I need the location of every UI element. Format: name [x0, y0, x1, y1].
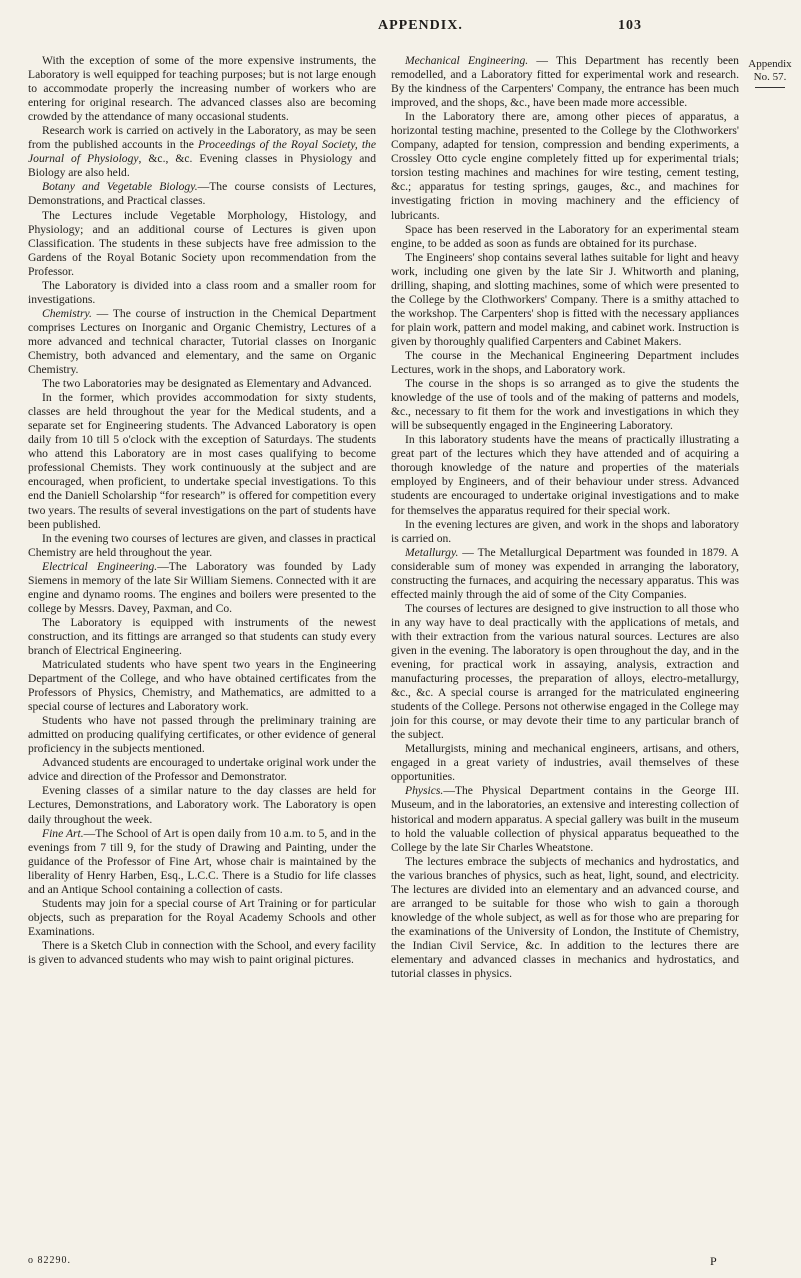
running-head — [0, 16, 801, 36]
paragraph — [28, 54, 376, 124]
paragraph — [28, 391, 376, 531]
paragraph-text: In this laboratory students have the means of practically illustrating a great part of the lectures which they have attended and of acquiring a thorough knowledge of the nature and properties of the materials employed by Engineers, and of their behaviour under stress. Advanced students are encouraged to undertake original investigations and to make for themselves the apparatus required for their special work. — [391, 433, 739, 517]
paragraph-text: — The Metallurgical Department was founded in 1879. A considerable sum of money was expended in arranging the laboratory, constructing the furnaces, and acquiring the necessary apparatus. This was effected mainly through the aid of some of the City Companies. — [391, 545, 739, 601]
paragraph — [28, 532, 376, 560]
paragraph — [28, 279, 376, 307]
paragraph-text: There is a Sketch Club in connection with the School, and every facility is given to advanced students who may wish to paint original pictures. — [28, 938, 376, 966]
paragraph-text: In the Laboratory there are, among other pieces of apparatus, a horizontal testing machine, presented to the College by the Clothworkers' Company, adapted for tension, compression and bending experiments, a Crossley Otto cycle engine completely fitted up for experimental trials; torsion testing machines and machines for wire testing, cement testing, &c.; apparatus for testing springs, gauges, &c., and machines for investigating friction in moving machinery and the efficiency of lubricants. — [391, 110, 739, 222]
cited-journals: Proceedings of the Royal Society, the Journal of Physiology — [28, 138, 376, 166]
paragraph-text: Students may join for a special course of Art Training or for particular objects, such as preparation for the Royal Academy Schools and other Examinations. — [28, 896, 376, 938]
paragraph — [28, 180, 376, 208]
paragraph-text: The Lectures include Vegetable Morphology, Histology, and Physiology; and an additional course of Lectures is given upon Classification. The students in these subjects have free admission to the Gardens of the Royal Botanic Society upon recommendation from the Professor. — [28, 208, 376, 278]
paragraph-text: The Engineers' shop contains several lathes suitable for light and heavy work, including one given by the late Sir J. Whitworth and planing, drilling, shaping, and slotting machines, some of which were presented to the College by the Clothworkers' Company. There is a smithy attached to the workshop. The Carpenters' shop is fitted with the necessary appliances for plain work, pattern and model making, and cabinet work. Instruction is given by thoroughly qualified Carpenters and Cabinet Makers. — [391, 250, 739, 348]
margin-note-line: Appendix — [748, 58, 792, 70]
paragraph-text: Matriculated students who have spent two years in the Engineering Department of the College, and who have obtained certificates from the Professors of Physics, Chemistry, and Mathematics, are admitted to a special course of lectures and Laboratory work. — [28, 658, 376, 714]
section-heading: Chemistry. — [42, 306, 92, 320]
section-heading: Fine Art. — [42, 826, 84, 840]
paragraph — [391, 110, 739, 222]
paragraph-text: — The course of instruction in the Chemical Department comprises Lectures on Inorganic and Organic Chemistry, Lectures of a more advanced and technical character, Tutorial classes on Inorganic Chemistry, both advanced and elementary, and the same on Organic Chemistry. — [28, 306, 376, 377]
paragraph — [391, 742, 739, 784]
paragraph — [391, 784, 739, 854]
printer-signature: o 82290. — [28, 1255, 71, 1266]
paragraph-text: In the evening two courses of lectures are given, and classes in practical Chemistry are held throughout the year. — [28, 531, 376, 559]
paragraph-text: —The course consists of Lectures, Demonstrations, and Practical classes. — [28, 180, 377, 208]
paragraph-text: The courses of lectures are designed to give instruction to all those who in any way have to deal practically with the applications of metals, and with their extraction from the various natural sources. Lectures are also given in the evening. The laboratory is open throughout the day, and in the evening, for practical work in assaying, analysis, extraction and manufacturing processes, the preparation of alloys, electro-metallurgy, &c., &c. A special course is arranged for the matriculated engineering students of the College. Persons not otherwise engaged in the College may join for this course, or may devote their time to any particular branch of the subject. — [391, 601, 739, 742]
paragraph — [391, 602, 739, 742]
paragraph — [28, 784, 376, 826]
paragraph — [28, 939, 376, 967]
paragraph — [28, 827, 376, 897]
paragraph — [28, 658, 376, 714]
paragraph — [391, 377, 739, 433]
paragraph-text: Evening classes of a similar nature to the day classes are held for Lectures, Demonstrations, and Laboratory work. The Laboratory is open daily throughout the week. — [28, 784, 376, 826]
margin-note-line: No. 57. — [753, 71, 787, 83]
section-heading: Electrical Engineering. — [42, 559, 158, 573]
paragraph — [28, 897, 376, 939]
paragraph — [28, 616, 376, 658]
paragraph-text: — This Department has recently been remodelled, and a Laboratory fitted for experimental work and research. By the kindness of the Carpenters' Company, the entrance has been much improved, and the shops, &c., have been made more accessible. — [391, 54, 739, 110]
paragraph — [391, 251, 739, 349]
section-heading: Mechanical Engineering. — [405, 54, 529, 67]
paragraph — [391, 518, 739, 546]
paragraph — [391, 433, 739, 517]
paragraph-text: With the exception of some of the more expensive instruments, the Laboratory is well equipped for teaching purposes; but is not large enough to accommodate properly the increasing number of workers who are entering for original research. The advanced classes also are becoming crowded by the attendance of many occasional students. — [28, 54, 376, 124]
section-heading: Metallurgy. — [405, 545, 459, 559]
paragraph — [28, 307, 376, 377]
right-column — [391, 54, 739, 981]
paragraph — [28, 209, 376, 279]
margin-rule — [755, 87, 785, 88]
paragraph-text: The course in the shops is so arranged as to give the students the knowledge of the use of tools and of the making of patterns and models, &c., necessary to fit them for the work and investigations in which they will be subsequently engaged in the Engineering Laboratory. — [391, 377, 739, 433]
paragraph-text: The Laboratory is equipped with instruments of the newest construction, and its fittings are arranged so that students can study every branch of Electrical Engineering. — [28, 615, 376, 657]
paragraph-text: Advanced students are encouraged to undertake original work under the advice and direction of the Professor and Demonstrator. — [28, 756, 376, 784]
signature-letter: P — [710, 1254, 717, 1268]
paragraph-text: The two Laboratories may be designated as Elementary and Advanced. — [42, 377, 372, 391]
paragraph — [28, 756, 376, 784]
paragraph — [391, 349, 739, 377]
paragraph-text: Students who have not passed through the preliminary training are admitted on producing qualifying certificates, or other evidence of general proficiency in the subjects mentioned. — [28, 714, 376, 756]
paragraph-text: , &c., &c. Evening classes in Physiology and Biology are also held. — [28, 152, 377, 180]
running-title: APPENDIX. — [378, 18, 463, 33]
paragraph-text: —The Physical Department contains in the George III. Museum, and in the laboratories, an extensive and interesting collection of historical and modern apparatus. A special gallery was built in the museum to hold the valuable collection of physical apparatus bequeathed to the College by the late Sir Charles Wheatstone. — [391, 784, 739, 854]
section-heading: Physics. — [405, 784, 444, 798]
paragraph — [28, 560, 376, 616]
left-column — [28, 54, 376, 967]
paragraph — [28, 377, 376, 391]
paragraph-text: —The Laboratory was founded by Lady Siemens in memory of the late Sir William Siemens. Connected with it are engine and dynamo rooms. The engines and boilers were presented to the college by Messrs. Davey, Paxman, and Co. — [28, 559, 376, 615]
paragraph — [391, 855, 739, 981]
paragraph — [391, 54, 739, 110]
paragraph-text: —The School of Art is open daily from 10 a.m. to 5, and in the evenings from 7 till 9, for the study of Drawing and Painting, under the guidance of the Professor of Fine Art, whose chair is maintained by the liberality of Henry Harben, Esq., L.C.C. There is a Studio for life classes and an Antique School containing a collection of casts. — [28, 826, 376, 896]
paragraph — [28, 124, 376, 180]
paragraph-text: In the evening lectures are given, and work in the shops and laboratory is carried on. — [391, 517, 739, 545]
paragraph-text: In the former, which provides accommodation for sixty students, classes are held throughout the year for the Medical students, and a separate set for Engineering students. The Advanced Laboratory is open daily from 10 till 5 o'clock with the exception of Saturdays. The students who attend this Laboratory are in most cases qualifying to become professional Chemists. They work continuously at the subject and are encouraged, when proficient, to undertake special investigations. To this end the Daniell Scholarship “for research” is offered for competition every two years. The results of several investigations on the part of students have been published. — [28, 391, 376, 531]
margin-note — [746, 58, 794, 88]
paragraph-text: The lectures embrace the subjects of mechanics and hydrostatics, and the various branches of physics, such as heat, light, sound, and electricity. The lectures are divided into an elementary and an advanced course, and are arranged to be suitable for those who wish to gain a thorough knowledge of the whole subject, as well as for those who are preparing for the examinations of the University of London, the Institute of Chemistry, the Indian Civil Service, &c. In addition to the lectures there are elementary and advanced classes in mechanics and hydrostatics, and tutorial classes in physics. — [391, 854, 739, 981]
paragraph-text: The course in the Mechanical Engineering Department includes Lectures, work in the shops, and Laboratory work. — [391, 348, 739, 377]
paragraph-text: The Laboratory is divided into a class room and a smaller room for investigations. — [28, 278, 376, 306]
paragraph-text: Metallurgists, mining and mechanical engineers, artisans, and others, engaged in a great variety of industries, avail themselves of these opportunities. — [391, 742, 739, 784]
paragraph-text: Space has been reserved in the Laboratory for an experimental steam engine, to be added as soon as funds are obtained for its purchase. — [391, 222, 739, 250]
section-heading: Botany and Vegetable Biology. — [42, 180, 198, 194]
paragraph — [28, 714, 376, 756]
paragraph-text: Research work is carried on actively in the Laboratory, as may be seen from the published accounts in the — [28, 124, 376, 152]
page-number: 103 — [618, 18, 642, 33]
paragraph — [391, 546, 739, 602]
paragraph — [391, 223, 739, 251]
